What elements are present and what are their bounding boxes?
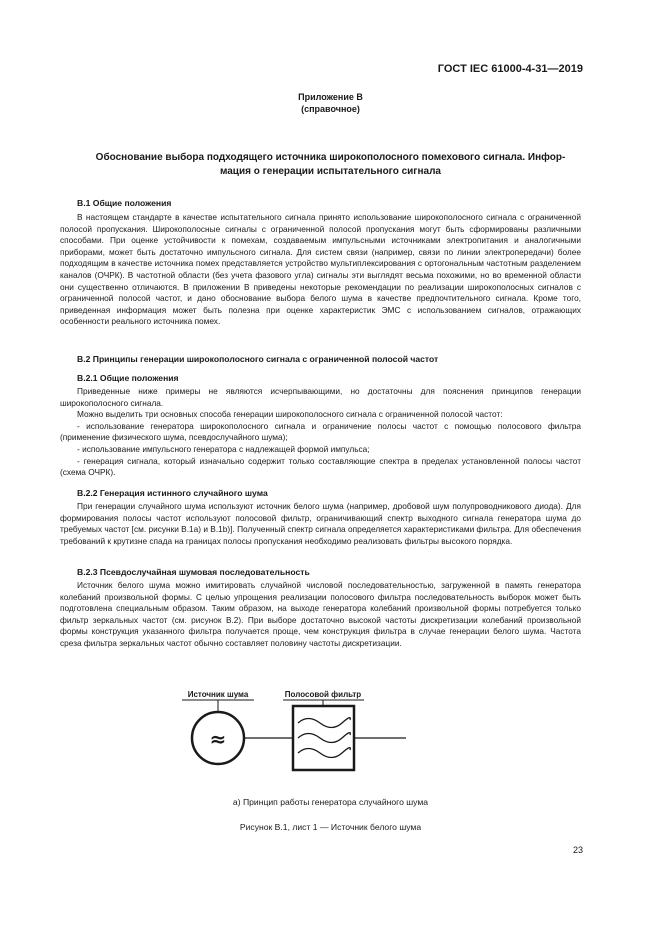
filter-label: Полосовой фильтр [284,690,362,699]
appendix-label: Приложение В [298,92,363,102]
appendix-type: (справочное) [301,104,360,114]
paragraph: В настоящем стандарте в качестве испытательного сигнала принято использование широкополосного сигнала с ограниченной полосой пропускания. Широкополосные сигналы с ограниченной полосой пропускания могут быть сформированы различными способами. При оценке устойчивости к помехам, создаваемым импульсными источниками электропитания и аналогичными приборами, может быть достаточно импульсного сигнала. Для систем связи (например, связи по линии электропередачи) более подходящим в качестве источника помех представляется устройство мультиплексирования с ортогональным частотным разделением каналов (ОЧРК). В частотной области (без учета фазового угла) сигналы эти выглядят весьма похожими, но во временной области они существенно отличаются. В приложении В приведены некоторые рекомендации по реализации широкополосных сигналов с ограниченной полосой частот, и дано обоснование выбора белого шума в качестве предпочтительного сигнала. Кроме того, приведенная информация может быть полезна при оценке характеристик ЭМС с использованием сигналов, отражающих особенности реального источника помех. [60,212,581,327]
section-b23-body [60,580,581,650]
section-b1-heading: В.1 Общие положения [77,198,172,208]
section-b22-heading: В.2.2 Генерация истинного случайного шума [77,488,268,498]
list-item: - использование генератора широкополосного сигнала и ограничение полосы частот с помощью полосового фильтра (применение физического шума, псевдослучайного шума); [60,420,581,443]
paragraph: Можно выделить три основных способа генерации широкополосного сигнала с ограниченной полосой частот: [77,409,503,420]
standard-designation: ГОСТ IEC 61000-4-31—2019 [437,63,583,75]
list-item: - генерация сигнала, который изначально содержит только составляющие спектра в пределах установленной полосы частот (схема ОЧРК). [60,455,581,478]
page-number: 23 [572,845,583,855]
figure-subcaption: а) Принцип работы генератора случайного шума [232,797,429,807]
list-item: - использование импульсного генератора с надлежащей формой импульса; [77,443,370,454]
paragraph: Приведенные ниже примеры не являются исчерпывающими, но достаточны для пояснения принципов генерации широкополосного сигнала. [60,386,581,408]
noise-source-diagram [180,686,420,786]
source-label: Источник шума [187,690,249,699]
section-b21-body [60,386,581,479]
section-b21-heading: В.2.1 Общие положения [77,373,179,383]
noise-source-symbol-icon: ≈ [209,727,227,751]
section-b23-heading: В.2.3 Псевдослучайная шумовая последовательность [77,567,310,577]
section-b22-body [60,501,581,547]
section-b2-heading: В.2 Принципы генерации широкополосного сигнала с ограниченной полосой частот [77,354,439,364]
title-line-2: мация о генерации испытательного сигнала [219,166,441,177]
filter-wave-1 [298,718,350,728]
bandpass-filter-box [293,706,354,770]
filter-wave-3 [298,748,350,758]
figure-caption: Рисунок В.1, лист 1 — Источник белого шума [239,822,422,832]
title-line-1: Обоснование выбора подходящего источника широкополосного помехового сигнала. Инфор- [95,152,566,163]
paragraph: При генерации случайного шума используют источник белого шума (например, дробовой шум полупроводникового диода). Для формирования полосы частот используют полосовой фильтр, ограничивающий спектр выходного сигнала генератора шума до требуемых частот [см. рисунки В.1а) и В.1b)]. Полученный спектр сигнала определяется характеристиками фильтра. Для обеспечения требований к крутизне спада на границах полосы пропускания необходимо реализовать фильтры высокого порядка. [60,501,581,546]
filter-wave-2 [298,733,350,743]
section-b1-body [60,212,581,328]
paragraph: Источник белого шума можно имитировать случайной числовой последовательностью, загруженной в память генератора колебаний произвольной формы. С целью упрощения реализации полосового фильтра последовательность выборок может быть подготовлена специальным образом. Таким образом, на выходе генератора колебаний произвольной формы потребуется только фильтр зеркальных частот (см. рисунок В.2). При выборе достаточно высокой частоты дискретизации колебаний произвольной формы конструкция указанного фильтра получается проще, чем конструкция фильтра в случае генерации белого шума. Частота среза фильтра зеркальных частот обычно составляет половину частоты дискретизации. [60,580,581,648]
diagram-svg [180,686,420,786]
appendix-title [60,151,601,179]
